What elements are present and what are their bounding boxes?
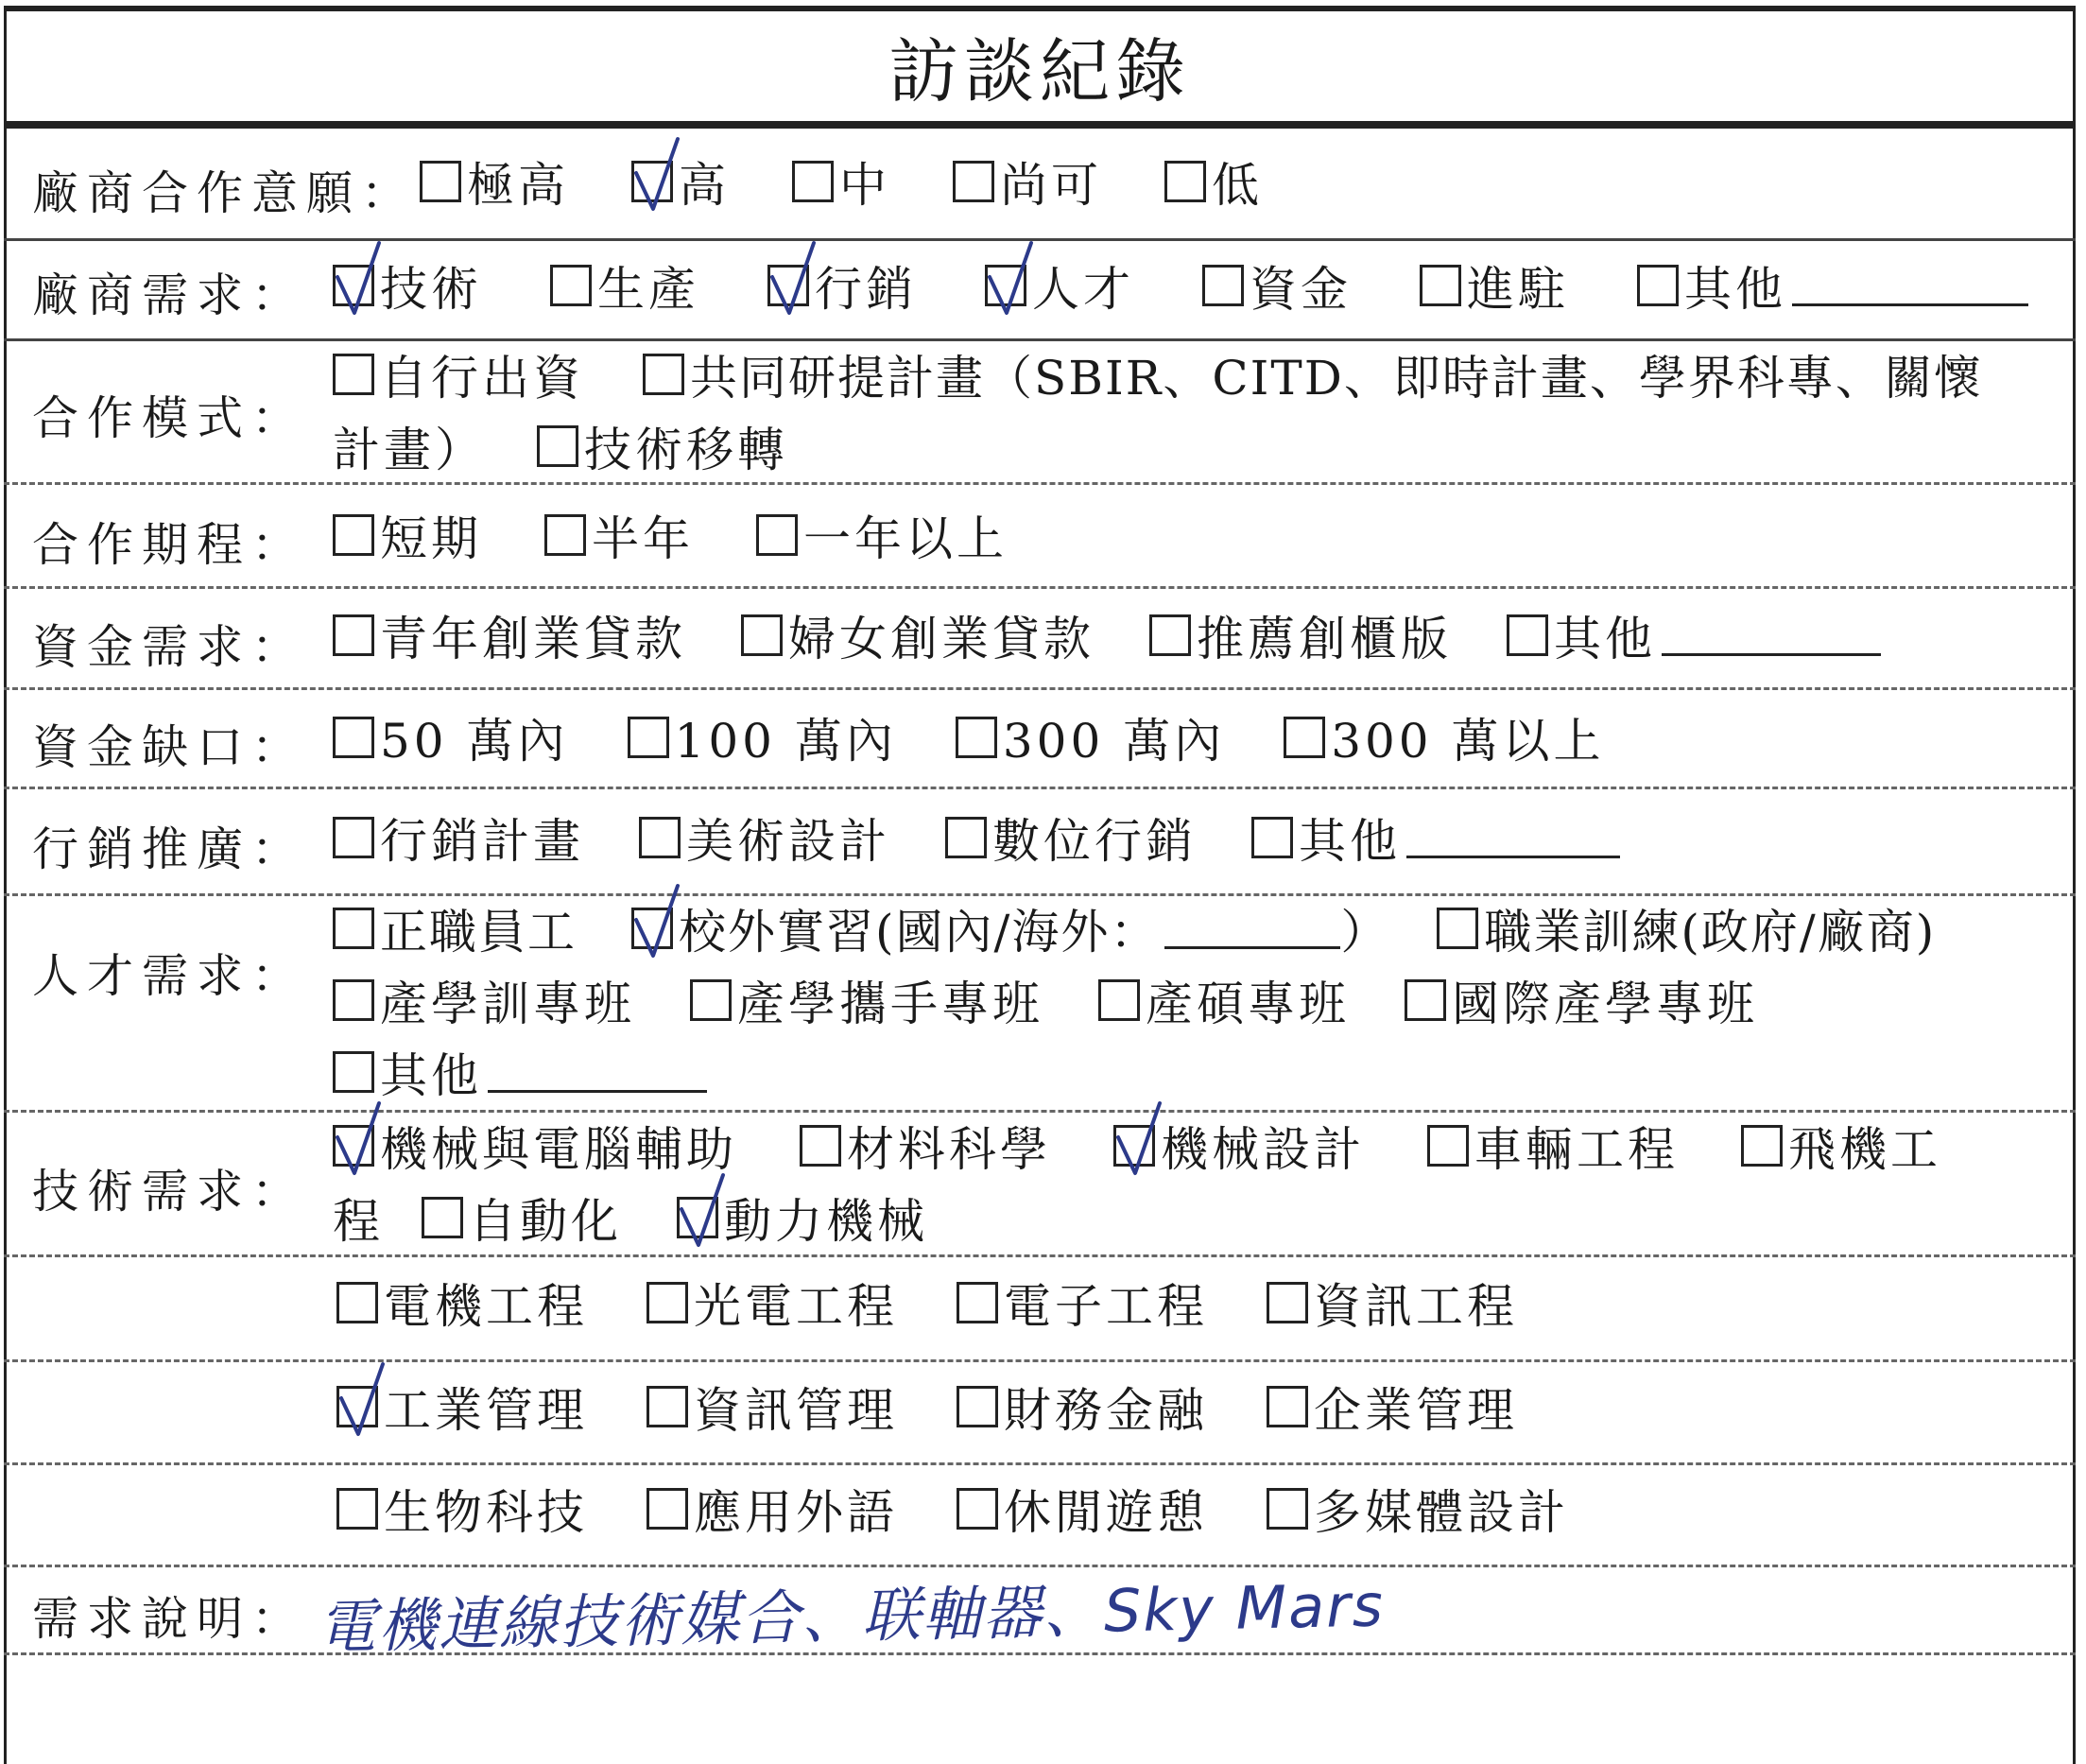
option-other[interactable]: 其他 — [1637, 251, 2028, 320]
option-low[interactable]: 低 — [1164, 147, 1263, 216]
checkbox[interactable] — [646, 1488, 688, 1530]
tech-options-line-1 — [333, 1115, 1941, 1176]
option-50-wan[interactable]: 50 萬內 — [333, 703, 569, 771]
option-high[interactable]: 高 — [631, 147, 730, 216]
checkbox[interactable] — [1420, 265, 1461, 306]
option-fair[interactable]: 尚可 — [953, 147, 1102, 216]
option-marketing[interactable]: 行銷 — [767, 251, 917, 320]
checkbox[interactable] — [333, 614, 374, 656]
option-marketing-plan[interactable]: 行銷計畫 — [333, 804, 584, 872]
option-self-funded[interactable]: 自行出資 — [333, 340, 584, 408]
row-divider — [4, 1652, 2076, 1655]
option-art-design[interactable]: 美術設計 — [639, 804, 890, 872]
checkbox[interactable] — [1405, 979, 1446, 1021]
option-recommend-board[interactable]: 推薦創櫃版 — [1149, 601, 1452, 669]
checkbox[interactable] — [1164, 161, 1206, 202]
option-production[interactable]: 生產 — [550, 251, 699, 320]
option-information-management[interactable]: 資訊管理 — [646, 1373, 898, 1441]
checkbox[interactable] — [631, 908, 673, 949]
checkbox[interactable] — [1267, 1282, 1308, 1323]
option-vocational-training[interactable]: 職業訓練(政府/廠商) — [1437, 894, 1936, 962]
blank-line[interactable] — [1662, 615, 1881, 656]
option-internship[interactable]: 校外實習(國內/海外： ） — [631, 894, 1389, 962]
option-full-time-staff[interactable]: 正職員工 — [333, 894, 577, 962]
checkbox[interactable] — [1507, 614, 1548, 656]
gap-options — [333, 707, 1605, 768]
option-very-high[interactable]: 極高 — [420, 147, 569, 216]
label-needs: 廠商需求： — [32, 268, 307, 322]
blank-line[interactable] — [1406, 818, 1620, 858]
row-divider — [4, 1359, 2076, 1362]
checkbox[interactable] — [1284, 717, 1325, 758]
checkbox[interactable] — [643, 354, 684, 395]
row-divider — [4, 1462, 2076, 1465]
mode-options-line-1 — [333, 344, 1983, 405]
option-mech-computer-aided[interactable]: 機械與電腦輔助 — [333, 1112, 737, 1180]
option-other[interactable]: 其他 — [333, 1038, 707, 1106]
checkbox[interactable] — [756, 514, 798, 556]
option-other[interactable]: 其他 — [1507, 601, 1881, 669]
checkbox[interactable] — [957, 1282, 998, 1323]
checkbox[interactable] — [1251, 817, 1293, 858]
check-mark-icon — [672, 1171, 733, 1251]
checkbox[interactable] — [639, 817, 681, 858]
checkbox[interactable] — [1267, 1386, 1308, 1427]
option-automation[interactable]: 自動化 — [422, 1184, 622, 1252]
checkbox[interactable] — [767, 265, 809, 306]
checkbox[interactable] — [677, 1197, 718, 1238]
blank-line[interactable] — [488, 1052, 707, 1093]
checkbox[interactable] — [985, 265, 1026, 306]
mode-wrap-text: 計畫） — [333, 423, 486, 477]
checkbox[interactable] — [333, 1125, 374, 1167]
checkbox[interactable] — [953, 161, 994, 202]
checkbox[interactable] — [336, 1282, 378, 1323]
checkbox[interactable] — [333, 1051, 374, 1093]
check-mark-icon — [980, 239, 1041, 319]
option-electronic-engineering[interactable]: 電子工程 — [957, 1269, 1208, 1337]
check-mark-icon — [627, 882, 687, 961]
check-mark-icon — [328, 1099, 388, 1179]
checkbox[interactable] — [800, 1125, 841, 1167]
checkbox[interactable] — [544, 514, 586, 556]
row-divider — [4, 482, 2076, 485]
checkbox[interactable] — [1637, 265, 1679, 306]
check-mark-icon — [1109, 1099, 1169, 1179]
option-incubation[interactable]: 進駐 — [1420, 251, 1569, 320]
tech-options-line-2 — [333, 1187, 928, 1248]
mode-options-line-2 — [333, 416, 788, 476]
option-half-year[interactable]: 半年 — [544, 501, 694, 569]
checkbox[interactable] — [333, 979, 374, 1021]
checkbox[interactable] — [1437, 908, 1478, 949]
checkbox[interactable] — [333, 908, 374, 949]
option-joint-proposal[interactable]: 共同研提計畫（SBIR、CITD、即時計畫、學界科專、關懷 — [643, 340, 1983, 408]
checkbox[interactable] — [333, 354, 374, 395]
checkbox[interactable] — [422, 1197, 463, 1238]
checkbox[interactable] — [741, 614, 783, 656]
option-medium[interactable]: 中 — [792, 147, 890, 216]
checkbox[interactable] — [792, 161, 834, 202]
option-electrical-engineering[interactable]: 電機工程 — [336, 1269, 588, 1337]
option-100-wan[interactable]: 100 萬內 — [628, 703, 897, 771]
check-mark-icon — [763, 239, 823, 319]
label-description: 需求說明： — [32, 1592, 307, 1646]
check-mark-icon — [332, 1360, 392, 1440]
checkbox[interactable] — [1202, 265, 1244, 306]
willingness-options — [420, 151, 1263, 212]
tech-options-line-3 — [336, 1272, 1518, 1333]
checkbox[interactable] — [1098, 979, 1140, 1021]
checkbox[interactable] — [537, 425, 578, 467]
row-divider — [4, 687, 2076, 690]
checkbox[interactable] — [1741, 1125, 1783, 1167]
checkbox[interactable] — [957, 1386, 998, 1427]
tech-options-line-5 — [336, 1479, 1569, 1539]
tech-options-line-4 — [336, 1376, 1518, 1437]
marketing-options — [333, 807, 1620, 868]
option-other[interactable]: 其他 — [1251, 804, 1620, 872]
checkbox[interactable] — [1149, 614, 1191, 656]
option-over-one-year[interactable]: 一年以上 — [756, 501, 1008, 569]
option-digital-marketing[interactable]: 數位行銷 — [945, 804, 1197, 872]
option-technology[interactable]: 技術 — [333, 251, 482, 320]
blank-line[interactable] — [1164, 908, 1340, 949]
option-youth-loan[interactable]: 青年創業貸款 — [333, 601, 686, 669]
title-rule — [4, 121, 2076, 129]
checkbox[interactable] — [956, 717, 997, 758]
label-tech: 技術需求： — [32, 1165, 307, 1219]
option-finance[interactable]: 財務金融 — [957, 1373, 1208, 1441]
label-talent: 人才需求： — [32, 949, 307, 1003]
check-mark-icon — [627, 135, 687, 215]
label-period: 合作期程： — [32, 518, 307, 572]
checkbox[interactable] — [628, 717, 669, 758]
checkbox[interactable] — [690, 979, 732, 1021]
talent-options-line-3 — [333, 1042, 707, 1102]
talent-options-line-2 — [333, 970, 1758, 1030]
option-300-wan[interactable]: 300 萬內 — [956, 703, 1225, 771]
option-material-science[interactable]: 材料科學 — [800, 1112, 1051, 1180]
row-divider — [4, 787, 2076, 789]
blank-line[interactable] — [1792, 266, 2028, 306]
option-short-term[interactable]: 短期 — [333, 501, 482, 569]
option-power-machinery[interactable]: 動力機械 — [677, 1184, 928, 1252]
option-tech-transfer[interactable]: 技術移轉 — [537, 412, 788, 480]
checkbox[interactable] — [646, 1282, 688, 1323]
checkbox[interactable] — [631, 161, 673, 202]
option-leisure-recreation[interactable]: 休閒遊憩 — [957, 1475, 1208, 1543]
option-applied-languages[interactable]: 應用外語 — [646, 1475, 898, 1543]
checkbox[interactable] — [333, 514, 374, 556]
checkbox[interactable] — [1267, 1488, 1308, 1530]
checkbox[interactable] — [420, 161, 461, 202]
option-vehicle-engineering[interactable]: 車輛工程 — [1427, 1112, 1679, 1180]
checkbox[interactable] — [1113, 1125, 1155, 1167]
checkbox[interactable] — [333, 717, 374, 758]
option-mech-design[interactable]: 機械設計 — [1113, 1112, 1365, 1180]
period-options — [333, 505, 1008, 565]
checkbox[interactable] — [336, 1386, 378, 1427]
row-divider — [4, 1254, 2076, 1257]
check-mark-icon — [328, 239, 388, 319]
label-willingness: 廠商合作意願： — [32, 166, 417, 220]
funding-options — [333, 605, 1881, 666]
option-international-class[interactable]: 國際產學專班 — [1405, 966, 1758, 1034]
option-information-engineering[interactable]: 資訊工程 — [1267, 1269, 1518, 1337]
option-talent[interactable]: 人才 — [985, 251, 1134, 320]
checkbox[interactable] — [550, 265, 592, 306]
option-multimedia-design[interactable]: 多媒體設計 — [1267, 1475, 1569, 1543]
option-industrial-management[interactable]: 工業管理 — [336, 1373, 588, 1441]
checkbox[interactable] — [646, 1386, 688, 1427]
row-divider — [4, 586, 2076, 589]
option-over-300-wan[interactable]: 300 萬以上 — [1284, 703, 1604, 771]
label-gap: 資金缺口： — [32, 720, 307, 774]
option-optoelectronics[interactable]: 光電工程 — [646, 1269, 898, 1337]
label-mode: 合作模式： — [32, 391, 307, 445]
option-women-loan[interactable]: 婦女創業貸款 — [741, 601, 1095, 669]
option-capital[interactable]: 資金 — [1202, 251, 1352, 320]
option-biotech[interactable]: 生物科技 — [336, 1475, 588, 1543]
option-industry-hand-in-hand-class[interactable]: 產學攜手專班 — [690, 966, 1043, 1034]
checkbox[interactable] — [336, 1488, 378, 1530]
option-business-management[interactable]: 企業管理 — [1267, 1373, 1518, 1441]
form-title: 訪談紀錄 — [888, 31, 1191, 112]
tech-wrap-text: 程 — [333, 1194, 384, 1249]
option-industry-training-class[interactable]: 產學訓專班 — [333, 966, 635, 1034]
label-marketing: 行銷推廣： — [32, 822, 307, 876]
handwritten-description[interactable]: 電機連線技術媒合、联軸器、Sky Mars — [317, 1570, 1386, 1662]
checkbox[interactable] — [333, 265, 374, 306]
talent-options-line-1 — [333, 898, 1936, 959]
title-bar — [4, 6, 2076, 127]
label-funding: 資金需求： — [32, 620, 307, 674]
checkbox[interactable] — [945, 817, 987, 858]
option-master-class[interactable]: 產碩專班 — [1098, 966, 1350, 1034]
checkbox[interactable] — [333, 817, 374, 858]
needs-options — [333, 255, 2028, 316]
checkbox[interactable] — [957, 1488, 998, 1530]
option-aircraft-engineering[interactable]: 飛機工 — [1741, 1112, 1941, 1180]
checkbox[interactable] — [1427, 1125, 1469, 1167]
